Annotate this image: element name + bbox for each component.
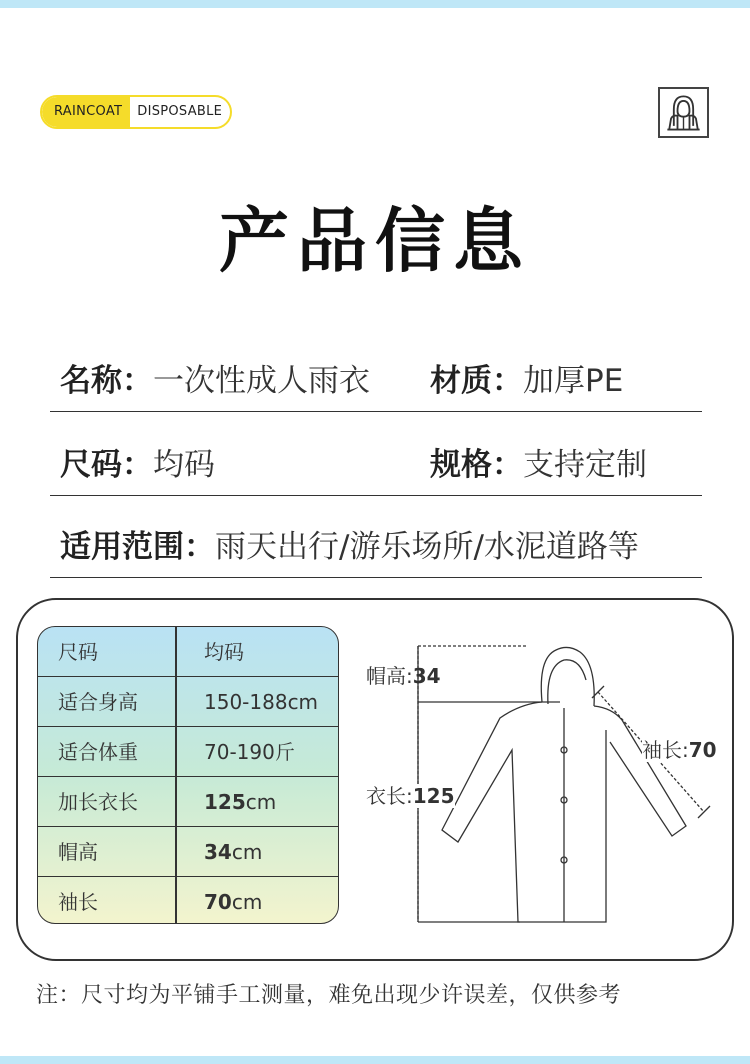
sleeve-value: 70 — [688, 738, 717, 762]
table-cell-label: 帽高 — [58, 840, 98, 864]
table-cell-value — [204, 677, 318, 726]
table-cell-value — [204, 877, 262, 924]
value-unit: cm — [245, 790, 277, 814]
table-divider — [175, 677, 177, 726]
value-unit: cm — [231, 890, 263, 914]
product-material — [430, 361, 623, 401]
raincoat-disposable-badge — [40, 95, 232, 129]
table-row — [38, 877, 338, 924]
info-row-scope — [50, 512, 702, 578]
value-bold: 125 — [204, 790, 246, 814]
hood-height-label — [366, 664, 441, 688]
size-label: 尺码： — [60, 447, 153, 483]
table-divider — [175, 627, 177, 676]
scope-value: 雨天出行/游乐场所/水泥道路等 — [215, 529, 639, 565]
spec-label: 规格： — [430, 447, 523, 483]
table-cell-label: 适合体重 — [58, 740, 138, 764]
scope-label: 适用范围： — [60, 529, 215, 565]
value-text: 150-188cm — [204, 690, 319, 714]
table-row — [38, 777, 338, 827]
spec-value: 支持定制 — [523, 447, 647, 483]
table-row — [38, 677, 338, 727]
table-cell-value — [204, 827, 262, 876]
name-label: 名称： — [60, 363, 153, 399]
table-cell-value — [204, 627, 244, 676]
length-label: 衣长: — [366, 784, 413, 808]
table-cell-value — [204, 777, 276, 826]
table-cell-label: 适合身高 — [58, 690, 138, 714]
table-divider — [175, 727, 177, 776]
value-bold: 34 — [204, 840, 232, 864]
raincoat-size-diagram — [360, 630, 730, 935]
value-unit: cm — [231, 840, 263, 864]
table-row — [38, 727, 338, 777]
table-divider — [175, 777, 177, 826]
hood-label: 帽高: — [366, 664, 413, 688]
product-spec — [430, 445, 647, 485]
sleeve-length-label — [642, 738, 717, 762]
raincoat-hood-icon — [658, 87, 709, 138]
value-text: 70-190斤 — [204, 740, 295, 764]
table-cell-label: 袖长 — [58, 890, 98, 914]
product-scope — [60, 527, 639, 567]
length-value: 125 — [412, 784, 455, 808]
product-size — [60, 445, 215, 485]
page-title: 产品信息 — [219, 200, 531, 282]
bottom-stripe — [0, 1056, 750, 1064]
coat-length-label — [366, 784, 455, 808]
measurement-note: 注：尺寸均为平铺手工测量，难免出现少许误差，仅供参考 — [36, 983, 622, 1008]
size-table — [37, 626, 339, 924]
badge-left-text: RAINCOAT — [42, 97, 130, 127]
hood-value: 34 — [412, 664, 441, 688]
table-divider — [175, 877, 177, 924]
table-cell-value — [204, 727, 295, 776]
table-divider — [175, 827, 177, 876]
name-value: 一次性成人雨衣 — [153, 363, 370, 399]
badge-right-text: DISPOSABLE — [137, 104, 223, 119]
table-row — [38, 827, 338, 877]
table-row — [38, 627, 338, 677]
sleeve-label: 袖长: — [642, 738, 689, 762]
table-cell-label: 尺码 — [58, 640, 98, 664]
value-text: 均码 — [204, 640, 244, 664]
info-row-size-spec — [50, 430, 702, 496]
top-stripe — [0, 0, 750, 8]
info-row-name-material — [50, 346, 702, 412]
material-label: 材质： — [430, 363, 523, 399]
value-bold: 70 — [204, 890, 232, 914]
size-value: 均码 — [153, 447, 215, 483]
table-cell-label: 加长衣长 — [58, 790, 138, 814]
material-value: 加厚PE — [523, 363, 624, 399]
product-name — [60, 361, 370, 401]
